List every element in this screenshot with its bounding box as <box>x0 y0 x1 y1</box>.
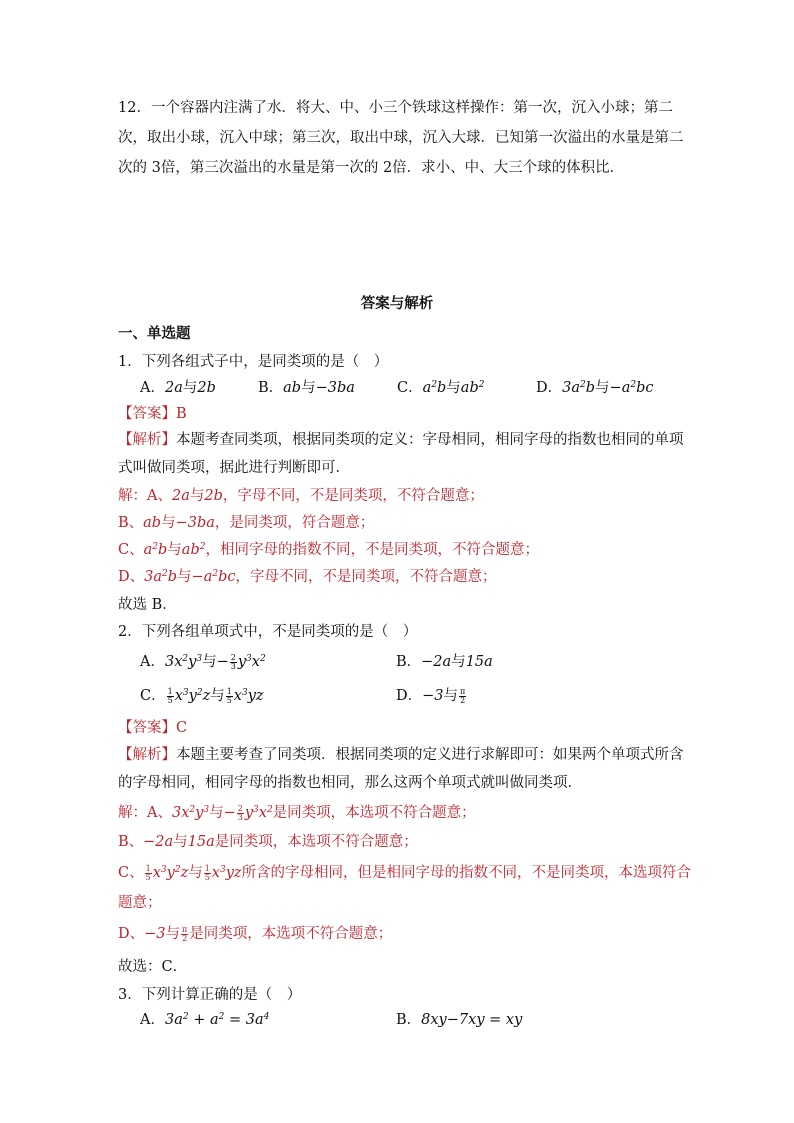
answers-title: 答案与解析 <box>360 295 434 312</box>
q1-analysis-1: 【解析】本题考查同类项，根据同类项的定义：字母相同，相同字母的指数也相同的单项 <box>118 432 684 448</box>
q2-solution-a: 解：A、$3x^2y^3$与− $\frac{2}{3}$ $y^3x^2$是同类项，本选项不符合题意； <box>118 803 476 822</box>
q1-solution-b: B、ab与−3ba，是同类项，符合题意； <box>118 515 375 531</box>
q3-stem: 3．下列计算正确的是（ ） <box>118 987 302 1003</box>
q2-stem: 2．下列各组单项式中，不是同类项的是（ ） <box>118 624 418 640</box>
q1-solution-a: 解：A、2a与2b，字母不同，不是同类项，不符合题意； <box>118 488 484 504</box>
q2-option-d: D．−3与 $\frac{\pi}{2}$ <box>396 686 466 705</box>
q2-solution-c: C、 $\frac{1}{5}$ $x^3y^2z$与 $\frac{1}{5}$ $x^3yz$所含的字母相同，但是相同字母的指数不同，不是同类项，本选项符合 <box>118 863 692 882</box>
section-heading: 一、单选题 <box>118 325 191 342</box>
q1-answer: 【答案】B <box>118 406 187 422</box>
q1-solution-c: C、$a^2b$与$ab^2$，相同字母的指数不同，不是同类项，不符合题意； <box>118 542 539 558</box>
q2-analysis-1: 【解析】本题主要考查了同类项．根据同类项的定义进行求解即可：如果两个单项式所含 <box>118 747 684 763</box>
q2-solution-c-cont: 题意； <box>118 895 162 911</box>
q3-option-b: B．8xy−7xy = xy <box>396 1012 523 1028</box>
q3-option-a: A．$3a^2 + a^2 = 3a^4$ <box>140 1012 270 1028</box>
q2-option-c: C． $\frac{1}{5}$ $x^3y^2z$与 $\frac{1}{5}$ $x^3yz$ <box>140 686 264 705</box>
q1-stem: 1．下列各组式子中，是同类项的是（ ） <box>118 354 389 370</box>
q2-solution-d: D、−3与 $\frac{\pi}{2}$ 是同类项，本选项不符合题意； <box>118 924 393 943</box>
q2-option-a: A．$3x^2y^3$与− $\frac{2}{3}$ $y^3x^2$ <box>140 652 266 671</box>
q1-option-b: B．ab与−3ba <box>258 380 355 396</box>
q2-analysis-2: 的字母相同，相同字母的指数也相同，那么这两个单项式就叫做同类项． <box>118 775 582 791</box>
q1-option-d: D．$3a^2b$与$-a^2bc$ <box>536 380 654 396</box>
q2-answer: 【答案】C <box>118 720 188 736</box>
q1-conclusion: 故选 B． <box>118 597 177 613</box>
q12-line-3: 次的 3倍，第三次溢出的水量是第一次的 2倍．求小、中、大三个球的体积比． <box>118 160 625 176</box>
q2-option-b: B．−2a与15a <box>396 654 493 670</box>
q1-analysis-2: 式叫做同类项，据此进行判断即可． <box>118 460 350 476</box>
q12-line-2: 次，取出小球，沉入中球；第三次，取出中球，沉入大球．已知第一次溢出的水量是第二 <box>118 130 684 146</box>
q1-solution-d: D、$3a^2b$与$-a^2bc$，字母不同，不是同类项，不符合题意； <box>118 569 497 585</box>
q1-option-a: A．2a与2b <box>140 380 216 396</box>
q2-conclusion: 故选：C． <box>118 959 188 975</box>
q1-option-c: C．$a^2b$与$ab^2$ <box>397 380 485 396</box>
q12-line-1: 12．一个容器内注满了水．将大、中、小三个铁球这样操作：第一次，沉入小球；第二 <box>118 100 673 116</box>
q2-solution-b: B、−2a与15a是同类项，本选项不符合题意； <box>118 834 418 850</box>
